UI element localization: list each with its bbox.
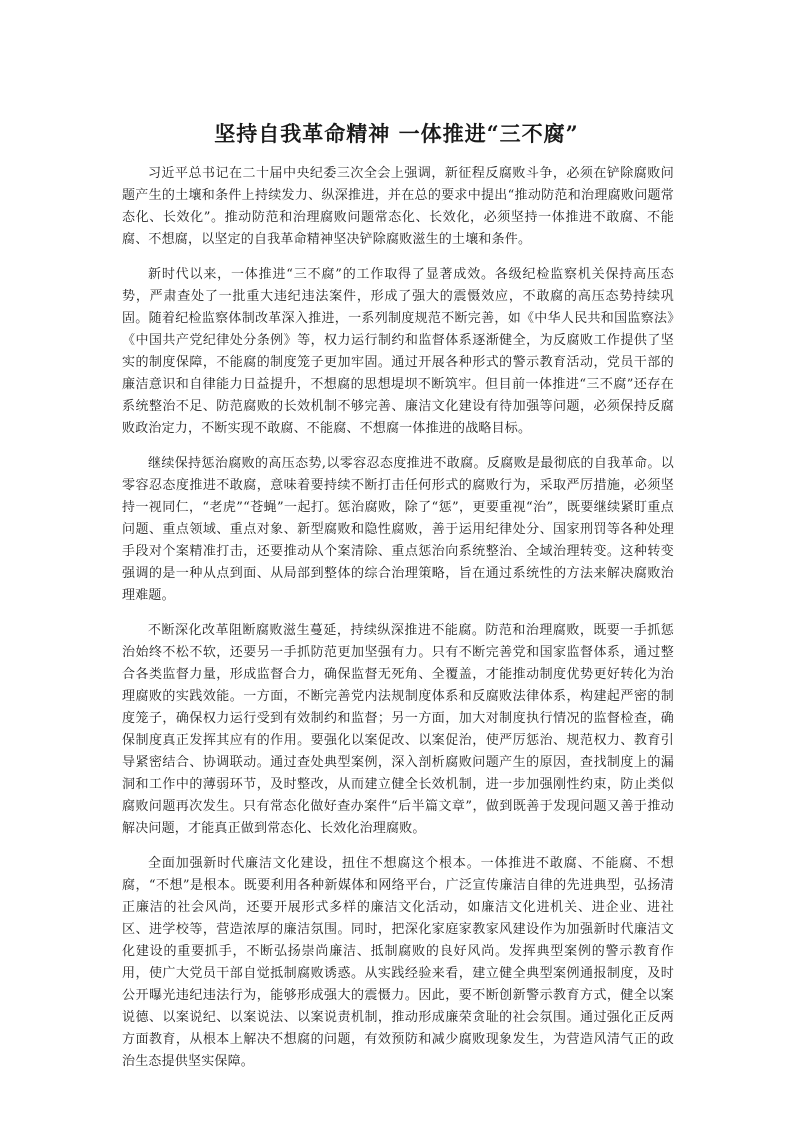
paragraph-4: 不断深化改革阻断腐败滋生蔓延，持续纵深推进不能腐。防范和治理腐败，既要一手抓惩治始终不松不软，还要另一手抓防范更加坚强有力。只有不断完善党和国家监督体系，通过整合各类监督力量，形成监督合力，确保监督无死角、全覆盖，才能推动制度优势更好转化为治理腐败的实践效能。一方面，不断完善党内法规制度体系和反腐败法律体系，构建起严密的制度笼子，确保权力运行受到有效制约和监督；另一方面，加大对制度执行情况的监督检查，确保制度真正发挥其应有的作用。要强化以案促改、以案促治，使严厉惩治、规范权力、教育引导紧密结合、协调联动。通过查处典型案例，深入剖析腐败问题产生的原因，查找制度上的漏洞和工作中的薄弱环节，及时整改，从而建立健全长效机制，进一步加强刚性约束，防止类似腐败问题再次发生。只有常态化做好查办案件“后半篇文章”，做到既善于发现问题又善于推动解决问题，才能真正做到常态化、长效化治理腐败。 bbox=[122, 623, 674, 836]
document-body bbox=[122, 163, 674, 1086]
paragraph-2: 新时代以来，一体推进“三不腐”的工作取得了显著成效。各级纪检监察机关保持高压态势，严肃查处了一批重大违纪违法案件，形成了强大的震慑效应，不敢腐的高压态势持续巩固。随着纪检监察体制改革深入推进，一系列制度规范不断完善，如《中华人民共和国监察法》《中国共产党纪律处分条例》等，权力运行制约和监督体系逐渐健全，为反腐败工作提供了坚实的制度保障，不能腐的制度笼子更加牢固。通过开展各种形式的警示教育活动，党员干部的廉洁意识和自律能力日益提升，不想腐的思想堤坝不断筑牢。但目前一体推进“三不腐”还存在系统整治不足、防范腐败的长效机制不够完善、廉洁文化建设有待加强等问题，必须保持反腐败政治定力，不断实现不敢腐、不能腐、不想腐一体推进的战略目标。 bbox=[122, 267, 674, 436]
paragraph-3: 继续保持惩治腐败的高压态势,以零容忍态度推进不敢腐。反腐败是最彻底的自我革命。以零容忍态度推进不敢腐，意味着要持续不断打击任何形式的腐败行为，采取严厉措施，必须坚持一视同仁，“老虎”“苍蝇”一起打。惩治腐败，除了“惩”，更要重视“治”，既要继续紧盯重点问题、重点领域、重点对象、新型腐败和隐性腐败，善于运用纪律处分、国家刑罚等各种处理手段对个案精准打击，还要推动从个案清除、重点惩治向系统整治、全域治理转变。这种转变强调的是一种从点到面、从局部到整体的综合治理策略，旨在通过系统性的方法来解决腐败治理难题。 bbox=[122, 456, 674, 603]
paragraph-1: 习近平总书记在二十届中央纪委三次全会上强调，新征程反腐败斗争，必须在铲除腐败问题产生的土壤和条件上持续发力、纵深推进，并在总的要求中提出“推动防范和治理腐败问题常态化、长效化”。推动防范和治理腐败问题常态化、长效化，必须坚持一体推进不敢腐、不能腐、不想腐，以坚定的自我革命精神坚决铲除腐败滋生的土壤和条件。 bbox=[122, 166, 674, 247]
document-title: 坚持自我革命精神 一体推进“三不腐” bbox=[214, 121, 579, 146]
paragraph-5: 全面加强新时代廉洁文化建设，扭住不想腐这个根本。一体推进不敢腐、不能腐、不想腐，“不想”是根本。既要利用各种新媒体和网络平台，广泛宣传廉洁自律的先进典型，弘扬清正廉洁的社会风尚，还要开展形式多样的廉洁文化活动，如廉洁文化进机关、进企业、进社区、进学校等，营造浓厚的廉洁氛围。同时，把深化家庭家教家风建设作为加强新时代廉洁文化建设的重要抓手，不断弘扬崇尚廉洁、抵制腐败的良好风尚。发挥典型案例的警示教育作用，使广大党员干部自觉抵制腐败诱惑。从实践经验来看，建立健全典型案例通报制度，及时公开曝光违纪违法行为，能够形成强大的震慑力。因此，要不断创新警示教育方式，健全以案说德、以案说纪、以案说法、以案说责机制，推动形成廉荣贪耻的社会氛围。通过强化正反两方面教育，从根本上解决不想腐的问题，有效预防和减少腐败现象发生，为营造风清气正的政治生态提供坚实保障。 bbox=[122, 856, 674, 1069]
